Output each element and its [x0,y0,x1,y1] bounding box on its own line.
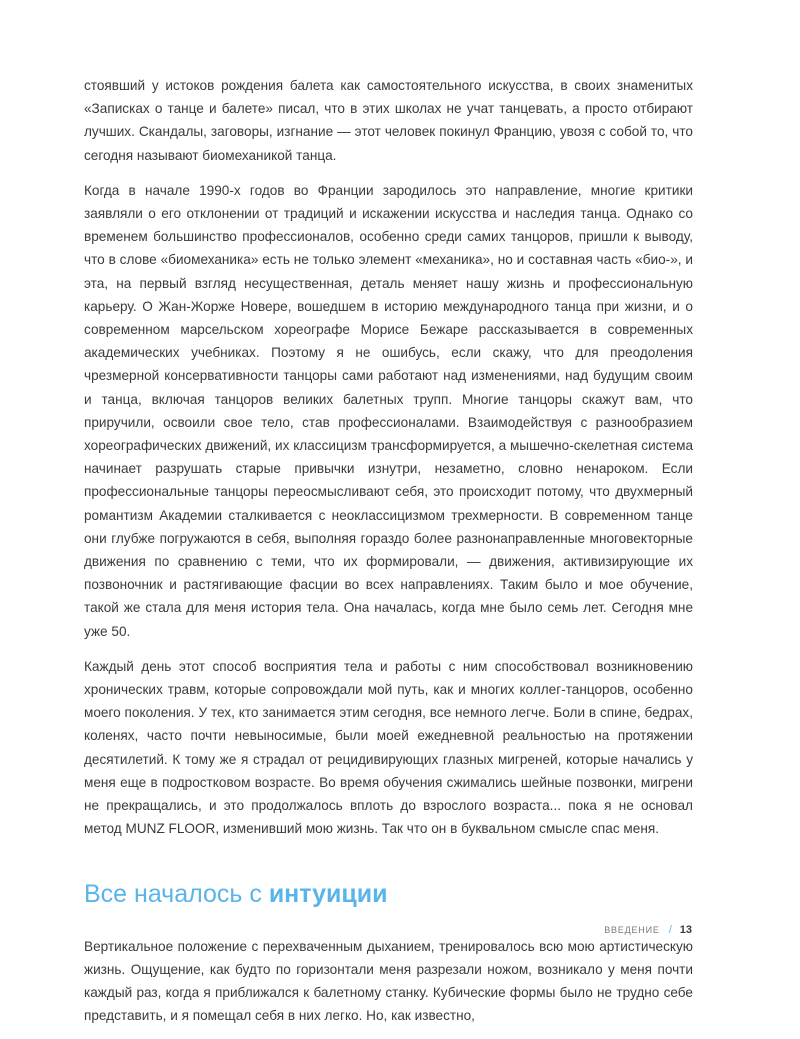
paragraph-3: Каждый день этот способ восприятия тела и работы с ним способствовал возникновению хронических травм, которые сопровождали мой путь, как и многих коллег-танцоров, особенно моего поколения. У тех, кто занимается этим сегодня, все немного легче. Боли в спине, бедрах, коленях, часто почти невыносимые, были моей ежедневной реальностью на протяжении десятилетий. К тому же я страдал от рецидивирующих глазных мигреней, которые начались у меня еще в подростковом возрасте. Во время обучения сжимались шейные позвонки, мигрени не прекращались, и это продолжалось вплоть до взрослого возраста... пока я не основал метод MUNZ FLOOR, изменивший мою жизнь. Так что он в буквальном смысле спас меня. [84,658,693,837]
page-number: 13 [679,924,692,936]
footer-separator: / [668,924,672,936]
footer-section-title: ВВЕДЕНИЕ [604,925,660,935]
paragraph-4: Вертикальное положение с перехваченным дыханием, тренировалось всю мою артистическую жизнь. Ощущение, как будто по горизонтали меня разрезали ножом, возникало у меня почти каждый раз, когда я приближался к балетному станку. Кубические формы было не трудно себе представить, и я помещал себя в них легко. Но, как известно, [84,938,693,1024]
page-footer [604,923,692,937]
section-heading [84,879,693,909]
paragraph-1: стоявший у истоков рождения балета как самостоятельного искусства, в своих знаменитых «Записках о танце и балете» писал, что в этих школах не учат танцевать, а просто отбирают лучших. Скандалы, заговоры, изгнание — этот человек покинул Францию, увозя с собой то, что сегодня называют биомеханикой танца. [84,78,693,163]
page-body [84,74,693,1039]
section-heading-prefix: Все началось с [84,879,269,908]
section-heading-emphasis: интуиции [268,879,388,908]
paragraph-2: Когда в начале 1990-х годов во Франции зародилось это направление, многие критики заявляли о его отклонении от традиций и искажении искусства и наследия танца. Однако со временем большинство профессионалов, особенно среди самих танцоров, пришли к выводу, что в слове «биомеханика» есть не только элемент «механика», но и составная часть «био-», и эта, на первый взгляд несущественная, деталь меняет нашу жизнь и профессиональную карьеру. О Жан-Жорже Новере, вошедшем в историю международного танца при жизни, и о современном марсельском хореографе Морисе Бежаре рассказывается в современных академических учебниках. Поэтому я не ошибусь, если скажу, что для преодоления чрезмерной консервативности танцоры сами работают над изменениями, над будущим своим и танца, включая танцоров великих балетных трупп. Многие танцоры скажут вам, что приручили, освоили свое тело, став профессионалами. Взаимодействуя с разнообразием хореографических движений, их классицизм трансформируется, а мышечно-скелетная система начинает разрушать старые привычки изнутри, незаметно, словно ненароком. Если профессиональные танцоры переосмысливают себя, это происходит потому, что двухмерный романтизм Академии сталкивается с неоклассицизмом трехмерности. В современном танце они глубже погружаются в себя, выполняя гораздо более разнонаправленные многовекторные движения по сравнению с теми, что их формировали, — движения, активизирующие их позвоночник и растягивающие фасции во всех направлениях. Таким было и мое обучение, такой же стала для меня история тела. Она началась, когда мне было семь лет. Сегодня мне уже 50. [84,182,693,639]
